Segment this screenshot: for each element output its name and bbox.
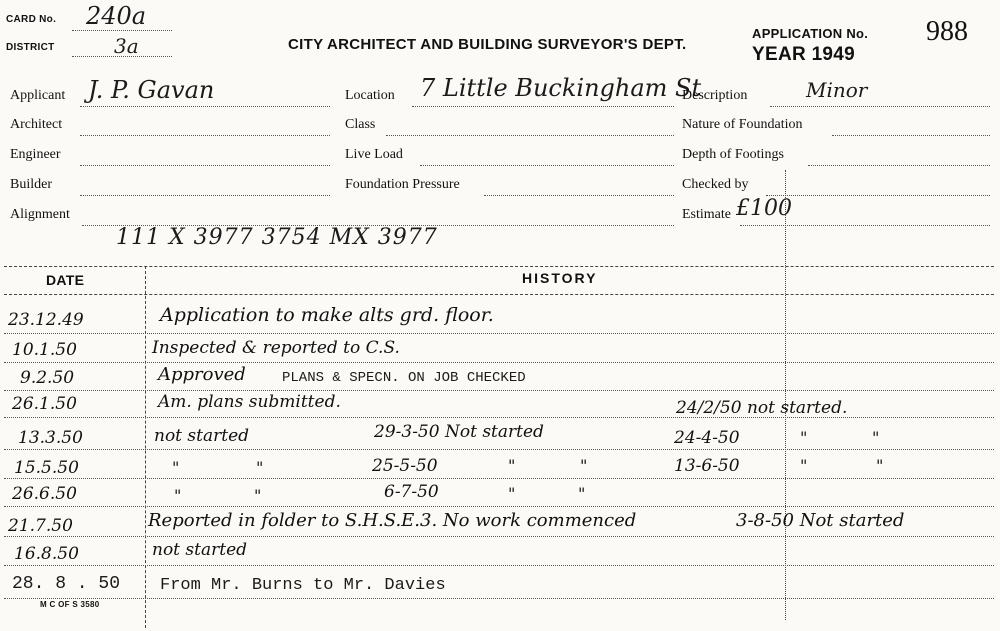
applicant-value: J. P. Gavan [88, 76, 215, 104]
live-load-label: Live Load [345, 147, 403, 162]
card-no-value: 240a [86, 2, 147, 30]
history-entry: Am. plans submitted. [158, 392, 341, 412]
ditto-mark: " [876, 456, 884, 475]
class-label: Class [345, 117, 376, 132]
district-value: 3a [114, 34, 139, 58]
history-date: 28. 8 . 50 [12, 574, 121, 594]
history-entry-handwritten: Approved [158, 364, 246, 385]
date-column-header: DATE [46, 272, 85, 288]
alignment-label: Alignment [10, 207, 70, 222]
history-entry-extra: 24/2/50 not started. [676, 398, 848, 418]
description-value: Minor [806, 78, 868, 102]
builder-label: Builder [10, 177, 52, 192]
ditto-mark: " [800, 428, 808, 447]
history-entry-typed: From Mr. Burns to Mr. Davies [160, 576, 446, 595]
location-value: 7 Little Buckingham St [420, 74, 702, 102]
checked-by-label: Checked by [682, 177, 749, 192]
application-number: 988 [926, 16, 968, 47]
history-entry: not started [154, 426, 250, 446]
year: YEAR 1949 [752, 44, 856, 65]
history-entry: not started [152, 540, 248, 560]
location-label: Location [345, 88, 395, 103]
reference-numbers: 111 X 3977 3754 MX 3977 [116, 225, 438, 250]
history-entry-stamp: PLANS & SPECN. ON JOB CHECKED [282, 370, 526, 386]
history-entry: 29-3-50 Not started [374, 422, 544, 442]
history-date: 10.1.50 [12, 340, 77, 360]
ditto-mark: " [578, 484, 586, 503]
estimate-label: Estimate [682, 207, 731, 222]
foundation-pressure-label: Foundation Pressure [345, 177, 460, 192]
ditto-mark: " [508, 456, 516, 475]
history-date: 23.12.49 [8, 310, 84, 330]
applicant-label: Applicant [10, 88, 66, 103]
ditto-mark: " [174, 486, 182, 505]
history-entry: Application to make alts grd. floor. [160, 304, 494, 326]
ditto-mark: " [172, 458, 180, 477]
district-label: DISTRICT [6, 42, 55, 53]
history-date: 13.3.50 [18, 428, 83, 448]
ditto-mark: " [872, 428, 880, 447]
history-date: 16.8.50 [14, 544, 79, 564]
depth-of-footings-label: Depth of Footings [682, 147, 784, 162]
history-entry: Reported in folder to S.H.S.E.3. No work commenced [148, 510, 637, 531]
form-code: M C OF S 3580 [40, 600, 100, 609]
history-date: 9.2.50 [20, 368, 75, 388]
application-label: APPLICATION No. [752, 26, 869, 41]
ditto-mark: " [256, 458, 264, 477]
history-date: 21.7.50 [8, 516, 73, 536]
history-entry: 6-7-50 [384, 482, 439, 502]
ditto-mark: " [800, 456, 808, 475]
estimate-value: £100 [736, 196, 792, 221]
history-entry: 24-4-50 [674, 428, 740, 448]
history-entry-extra: 3-8-50 Not started [736, 510, 905, 531]
history-date: 26.1.50 [12, 394, 77, 414]
history-date: 26.6.50 [12, 484, 77, 504]
dept-title: CITY ARCHITECT AND BUILDING SURVEYOR'S DEPT. [288, 36, 687, 53]
history-entry: 25-5-50 [372, 456, 438, 476]
ditto-mark: " [580, 456, 588, 475]
nature-of-foundation-label: Nature of Foundation [682, 117, 803, 132]
ditto-mark: " [254, 486, 262, 505]
history-entry: Inspected & reported to C.S. [152, 338, 400, 358]
history-date: 15.5.50 [14, 458, 79, 478]
history-column-header: HISTORY [522, 270, 598, 286]
architect-label: Architect [10, 117, 63, 132]
card-no-label: CARD No. [6, 14, 57, 25]
description-label: Description [682, 88, 748, 103]
engineer-label: Engineer [10, 147, 61, 162]
ditto-mark: " [508, 484, 516, 503]
history-entry: 13-6-50 [674, 456, 740, 476]
